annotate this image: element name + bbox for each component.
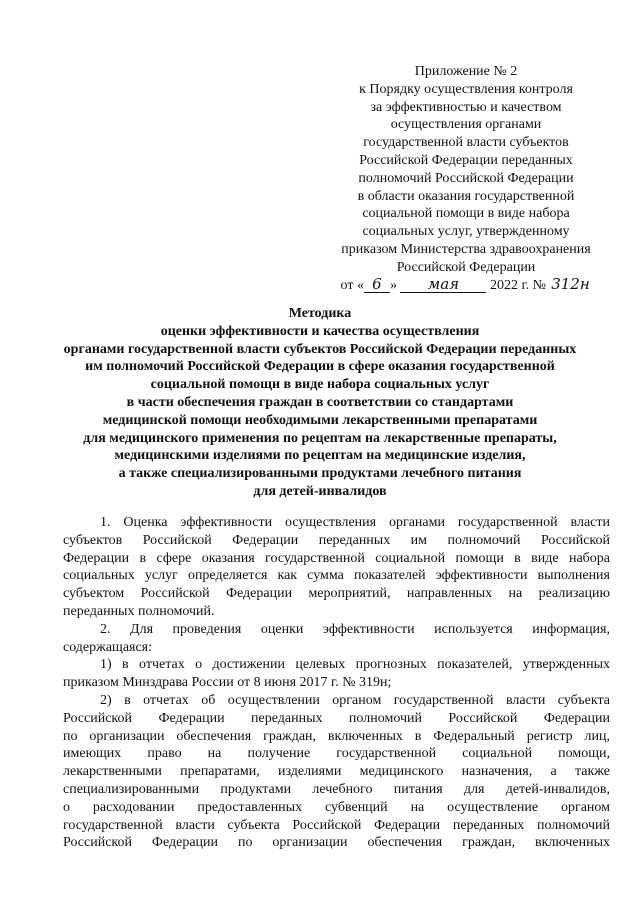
appendix-line: Приложение № 2 bbox=[414, 64, 518, 79]
appendix-header bbox=[330, 63, 602, 294]
body-line: государственной власти субъекта Российской Федерации переданных полномочий bbox=[63, 817, 610, 833]
document-title bbox=[20, 305, 620, 501]
body-line: приказом Минздрава России от 8 июня 2017 г. № 319н; bbox=[63, 675, 392, 691]
body-line: субъектом Российской Федерации мероприятий, направленных на реализацию bbox=[63, 586, 610, 602]
body-line: по организации обеспечения граждан, включенных в Федеральный регистр лиц, bbox=[63, 728, 610, 744]
handwritten-order-number: 312н bbox=[551, 274, 590, 293]
appendix-line: к Порядку осуществления контроля bbox=[359, 81, 573, 97]
body-line: о расходовании предоставленных субвенций на осуществление органом bbox=[63, 799, 610, 815]
body-line: лекарственными препаратами, изделиями медицинского назначения, а также bbox=[63, 764, 610, 780]
appendix-line: Российской Федерации bbox=[396, 259, 536, 275]
body-line: субъектов Российской Федерации переданных им полномочий Российской bbox=[63, 532, 610, 548]
document-body bbox=[63, 514, 610, 852]
body-line: 1) в отчетах о достижении целевых прогнозных показателей, утвержденных bbox=[100, 657, 610, 673]
title-line: оценки эффективности и качества осуществления bbox=[160, 323, 480, 339]
body-line: имеющих право на получение государственной социальной помощи, bbox=[63, 746, 610, 762]
body-line: Российской Федерации по организации обеспечения граждан, включенных bbox=[63, 835, 610, 851]
title-line: для медицинского применения по рецептам на лекарственные препараты, bbox=[83, 430, 557, 446]
body-line: содержащаяся: bbox=[63, 639, 153, 655]
title-line: им полномочий Российской Федерации в сфере оказания государственной bbox=[85, 359, 555, 375]
appendix-line: приказом Министерства здравоохранения bbox=[341, 241, 591, 257]
body-line: переданных полномочий. bbox=[63, 603, 215, 619]
appendix-line: Российской Федерации переданных bbox=[359, 152, 573, 168]
body-line: 2. Для проведения оценки эффективности используется информация, bbox=[100, 621, 610, 637]
paragraph-2-item-1 bbox=[63, 656, 610, 692]
title-line: медицинской помощи необходимыми лекарственными препаратами bbox=[102, 412, 538, 428]
body-line: социальных услуг определяется как сумма показателей эффективности выполнения bbox=[63, 568, 610, 584]
appendix-line: в области оказания государственной bbox=[357, 188, 575, 204]
appendix-line: социальной помощи в виде набора bbox=[362, 206, 570, 222]
appendix-line: государственной власти субъектов bbox=[363, 135, 569, 151]
body-line: 1. Оценка эффективности осуществления органами государственной власти bbox=[100, 515, 610, 530]
title-line: для детей-инвалидов bbox=[253, 483, 387, 499]
title-line: социальной помощи в виде набора социальных услуг bbox=[150, 377, 490, 393]
handwritten-day: 6 bbox=[364, 277, 390, 293]
body-line: Федерации в сфере оказания государственной социальной помощи в виде набора bbox=[63, 550, 610, 566]
body-line: Российской Федерации переданных полномочий Российской Федерации bbox=[63, 710, 610, 726]
title-line: в части обеспечения граждан в соответствии со стандартами bbox=[126, 394, 514, 410]
paragraph-2-item-2 bbox=[63, 692, 610, 852]
body-line: специализированными продуктами лечебного питания для детей-инвалидов, bbox=[63, 781, 610, 797]
handwritten-month: мая bbox=[400, 277, 486, 293]
appendix-line: полномочий Российской Федерации bbox=[358, 170, 574, 186]
date-mid: » bbox=[389, 277, 397, 293]
appendix-line: социальных услуг, утвержденному bbox=[362, 224, 570, 240]
title-line: медицинскими изделиями по рецептам на медицинские изделия, bbox=[114, 448, 526, 464]
date-prefix: от « bbox=[340, 277, 364, 293]
paragraph-2 bbox=[63, 621, 610, 657]
appendix-line: осуществления органами bbox=[390, 117, 542, 133]
order-date-line bbox=[330, 274, 602, 295]
title-line: органами государственной власти субъектов Российской Федерации переданных bbox=[63, 341, 577, 357]
paragraph-1 bbox=[63, 514, 610, 621]
date-year-number-label: 2022 г. № bbox=[489, 277, 546, 293]
body-line: 2) в отчетах об осуществлении органом государственной власти субъекта bbox=[100, 692, 610, 708]
appendix-line: за эффективностью и качеством bbox=[370, 99, 562, 115]
title-line: а также специализированными продуктами лечебного питания bbox=[118, 466, 522, 482]
title-line: Методика bbox=[288, 306, 352, 321]
